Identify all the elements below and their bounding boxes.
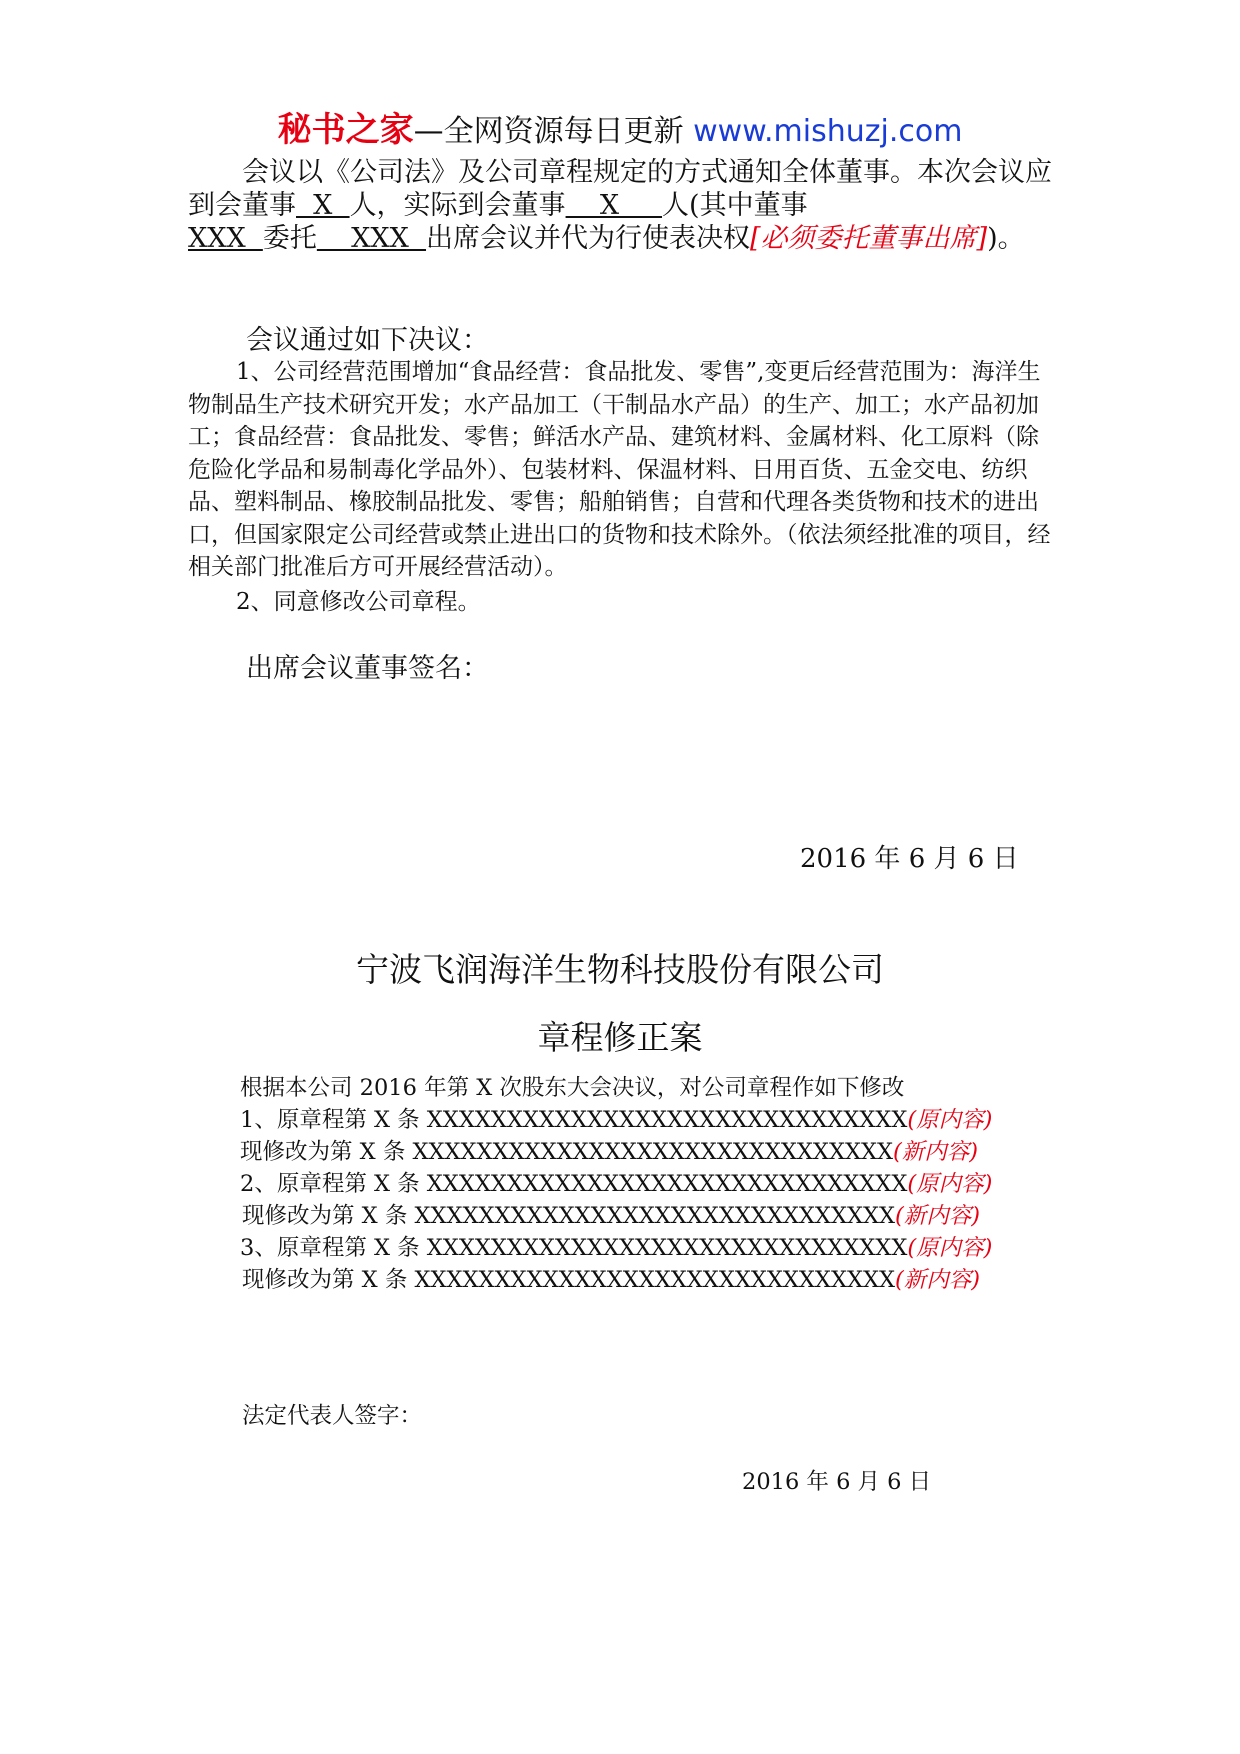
amendment-item xyxy=(240,1134,978,1166)
amendment-item-note: (原内容) xyxy=(907,1235,993,1261)
amendment-intro: 根据本公司 2016 年第 X 次股东大会决议，对公司章程作如下修改 xyxy=(240,1075,905,1101)
amendment-item-text: 现修改为第 X 条 XXXXXXXXXXXXXXXXXXXXXXXXXXXXXX xyxy=(242,1203,896,1229)
meeting-notice-paragraph xyxy=(188,156,1058,255)
blank-director-name: XXX xyxy=(188,223,263,254)
header-tagline: —全网资源每日更新 xyxy=(413,114,684,149)
amendment-item xyxy=(242,1198,980,1230)
resolution-item-1 xyxy=(188,356,1058,584)
amendment-item-note: (原内容) xyxy=(907,1171,993,1197)
amendment-item xyxy=(240,1102,992,1134)
resolution-heading: 会议通过如下决议： xyxy=(246,325,489,356)
amendment-item xyxy=(242,1262,980,1294)
legal-representative-signature-label: 法定代表人签字： xyxy=(242,1403,423,1429)
notice-text-5: 出席会议并代为行使表决权 xyxy=(426,223,751,254)
blank-actual-directors: X xyxy=(565,190,663,221)
notice-text-4: 委托 xyxy=(262,223,317,254)
notice-text-3: 人(其中董事 xyxy=(662,190,808,221)
amendment-item-text: 3、原章程第 X 条 XXXXXXXXXXXXXXXXXXXXXXXXXXXXXX xyxy=(240,1235,908,1261)
amendment-item-text: 现修改为第 X 条 XXXXXXXXXXXXXXXXXXXXXXXXXXXXXX xyxy=(242,1267,896,1293)
amendment-title: 章程修正案 xyxy=(537,1018,703,1057)
notice-text-2: 人，实际到会董事 xyxy=(349,190,566,221)
company-title: 宁波飞润海洋生物科技股份有限公司 xyxy=(356,950,884,989)
amendment-item-note: (新内容) xyxy=(895,1267,981,1293)
meeting-date: 2016 年 6 月 6 日 xyxy=(800,844,1019,874)
resolution-item-2: 2、同意修改公司章程。 xyxy=(236,589,481,615)
amendment-date: 2016 年 6 月 6 日 xyxy=(742,1469,932,1495)
resolution-item-1-text: 1、公司经营范围增加“食品经营：食品批发、零售”,变更后经营范围为：海洋生物制品生产技术研究开发；水产品加工（干制品水产品）的生产、加工；水产品初加工；食品经营：食品批发、零售；鲜活水产品、建筑材料、金属材料、化工原料（除危险化学品和易制毒化学品外）、包装材料、保温材料、日用百货、五金交电、纺织品、塑料制品、橡胶制品批发、零售；船舶销售；自营和代理各类货物和技术的进出口，但国家限定公司经营或禁止进出口的货物和技术除外。（依法须经批准的项目，经相关部门批准后方可开展经营活动）。 xyxy=(188,359,1051,580)
site-url[interactable]: www.mishuzj.com xyxy=(693,114,963,149)
notice-end: )。 xyxy=(987,223,1025,254)
blank-proxy-name: XXX xyxy=(316,223,427,254)
amendment-item-text: 2、原章程第 X 条 XXXXXXXXXXXXXXXXXXXXXXXXXXXXXX xyxy=(240,1171,908,1197)
blank-due-directors: X xyxy=(296,190,350,221)
amendment-item-note: (原内容) xyxy=(907,1107,993,1133)
brand-name: 秘书之家 xyxy=(277,110,414,150)
proxy-note: [必须委托董事出席] xyxy=(750,223,988,254)
amendment-item-note: (新内容) xyxy=(893,1139,979,1165)
amendment-item xyxy=(240,1166,992,1198)
notice-text-1: 会议以《公司法》及公司章程规定的方式通知全体董事。本次会议应到会董事 xyxy=(188,157,1052,221)
site-header xyxy=(0,102,1240,151)
directors-signature-label: 出席会议董事签名： xyxy=(246,653,489,684)
amendment-item-text: 现修改为第 X 条 XXXXXXXXXXXXXXXXXXXXXXXXXXXXXX xyxy=(240,1139,894,1165)
amendment-item-note: (新内容) xyxy=(895,1203,981,1229)
amendment-item xyxy=(240,1230,992,1262)
amendment-item-text: 1、原章程第 X 条 XXXXXXXXXXXXXXXXXXXXXXXXXXXXXX xyxy=(240,1107,908,1133)
